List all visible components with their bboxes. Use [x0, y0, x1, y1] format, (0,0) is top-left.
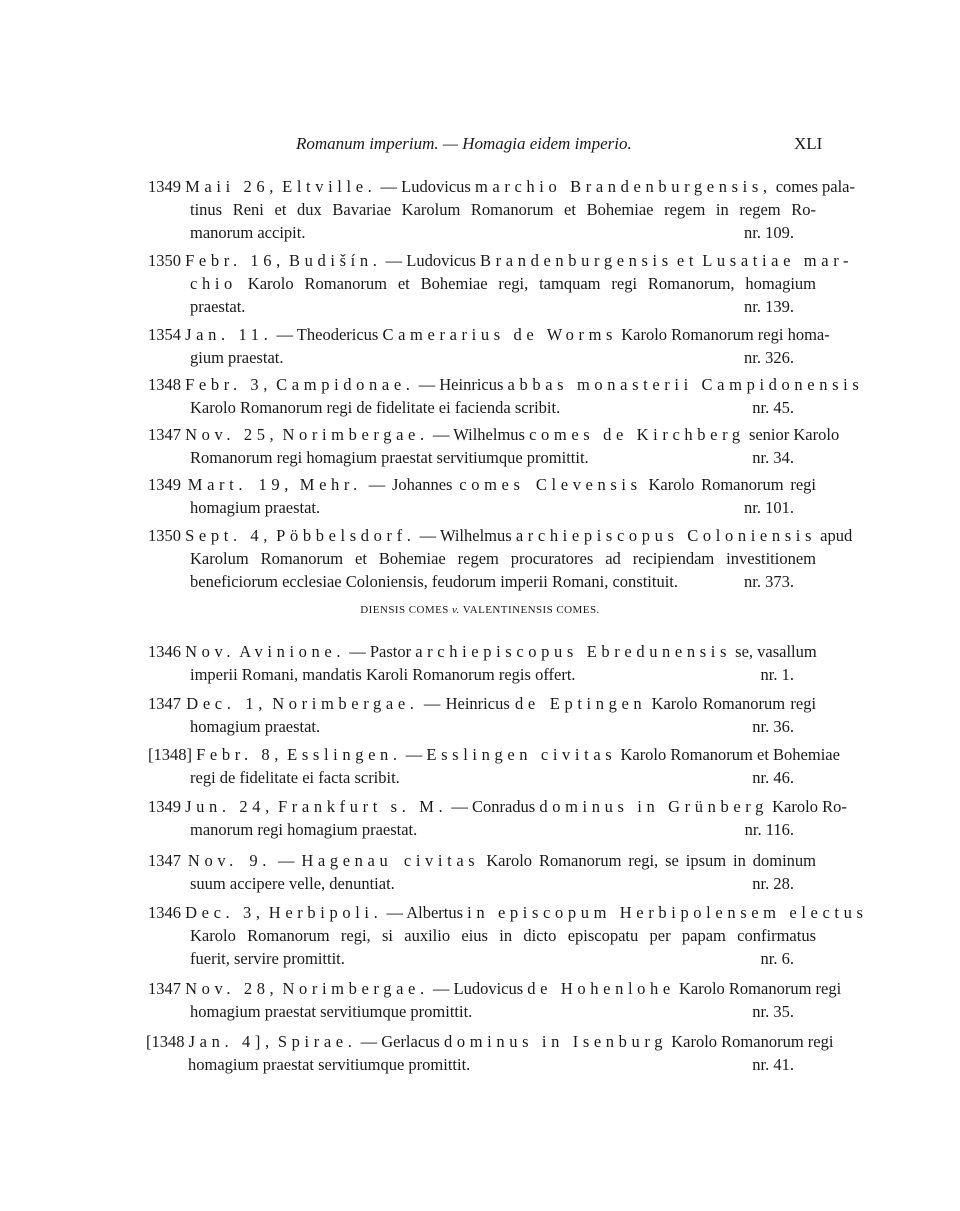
entry-number: nr. 116. — [744, 820, 794, 839]
entry-line — [148, 524, 853, 547]
entry-date: Dec. 1, — [186, 694, 267, 713]
entry-date: Febr. 16, — [185, 251, 285, 270]
regest-entry — [148, 692, 816, 738]
entry-date: Nov. — [185, 642, 236, 661]
entry-line — [190, 346, 816, 369]
entry-text: Karolo Romanorum regi, se ipsum in dominum — [486, 851, 817, 870]
entry-place: Norimbergae. — [282, 979, 429, 998]
entry-line — [148, 323, 830, 346]
entry-dash: — — [432, 425, 450, 444]
entry-year: 1347 — [148, 694, 181, 713]
entry-spaced-name: dominus in Isenburg — [443, 1032, 668, 1051]
entry-place: Norimbergae. — [272, 694, 419, 713]
entry-spaced-name: Camerarius de Worms — [382, 325, 618, 344]
entry-dash: — — [451, 797, 468, 816]
entry-date: Dec. 3, — [185, 903, 265, 922]
entry-line — [148, 849, 816, 872]
entry-spaced-name: archiepiscopus Coloniensis — [515, 526, 817, 545]
entry-text: Karolo Romanorum regi — [671, 1032, 834, 1051]
regest-entry — [148, 743, 840, 789]
entry-spaced-name: de Eptingen — [515, 694, 647, 713]
entry-person: Johannes — [391, 475, 453, 494]
entry-date: Nov. 9. — [187, 851, 272, 870]
entry-number: nr. 46. — [752, 768, 794, 787]
entry-line — [190, 221, 816, 244]
entry-text: homagium praestat. — [190, 717, 321, 736]
entry-place: Budišín. — [289, 251, 382, 270]
entry-spaced-name: archiepiscopus Ebredunensis — [415, 642, 732, 661]
entry-line — [190, 272, 816, 295]
entry-place: Norimbergae. — [282, 425, 429, 444]
entry-dash: — — [277, 851, 295, 870]
entry-line — [190, 570, 816, 593]
regest-entry — [148, 249, 854, 318]
entry-line — [190, 947, 816, 970]
entry-text: homagium praestat. — [190, 498, 321, 517]
regest-entry — [148, 373, 864, 419]
entry-person: Theodericus — [296, 325, 379, 344]
entry-line — [190, 496, 816, 519]
entry-line — [190, 766, 816, 789]
entry-person: Wilhelmus — [453, 425, 525, 444]
entry-year: [1348] — [148, 745, 192, 764]
entry-line — [190, 663, 816, 686]
entry-person: Pastor — [369, 642, 412, 661]
entry-text: Karolo Romanorum et Bohemiae — [620, 745, 840, 764]
regest-entry — [148, 175, 855, 244]
entry-dash: — — [418, 375, 436, 394]
section-heading-part: VALENTINENSIS COMES. — [462, 604, 600, 616]
regest-entry — [148, 977, 842, 1023]
entry-dash: — — [405, 745, 423, 764]
entry-spaced-name: abbas monasterii Campidonensis — [507, 375, 864, 394]
entry-line — [148, 473, 816, 496]
entry-date: Jan. 4], — [188, 1032, 274, 1051]
regest-entry — [148, 901, 868, 970]
entry-line — [188, 1053, 816, 1076]
entry-spaced-name: Lusatiae mar- — [702, 251, 854, 270]
entry-line — [148, 692, 816, 715]
entry-line — [148, 373, 864, 396]
entry-year: 1348 — [148, 375, 181, 394]
entry-number: nr. 101. — [744, 498, 794, 517]
entry-line — [148, 640, 816, 663]
entry-year: [1348 — [146, 1032, 185, 1051]
regest-entry — [148, 795, 847, 841]
entry-dash: — — [385, 251, 403, 270]
section-heading-part: DIENSIS COMES — [360, 604, 449, 616]
entry-spaced-name: Brandenburgensis — [480, 251, 673, 270]
entry-text: Karolo Romanorum regi — [651, 694, 817, 713]
section-heading — [0, 604, 960, 616]
entry-date: Febr. 8, — [196, 745, 284, 764]
entry-person: Wilhelmus — [439, 526, 512, 545]
entry-spaced-name: marchio Brandenburgensis, — [474, 177, 772, 196]
entry-place: Eltville. — [282, 177, 377, 196]
entry-spaced-name: de Hohenlohe — [527, 979, 675, 998]
entry-text: Karolo Ro- — [772, 797, 847, 816]
entry-place: Campidonae. — [276, 375, 415, 394]
entry-number: nr. 326. — [744, 348, 794, 367]
entry-line — [148, 175, 855, 198]
entry-number: nr. 34. — [752, 448, 794, 467]
entry-line: Karolo Romanorum regi, si auxilio eius in dicto episcopatu per papam confirmatus — [190, 926, 816, 945]
entry-person: Heinricus — [439, 375, 504, 394]
regest-entry — [148, 423, 840, 469]
entry-line — [190, 1000, 816, 1023]
entry-person: Conradus — [471, 797, 536, 816]
entry-text: regi de fidelitate ei facta scribit. — [190, 768, 400, 787]
running-title: Romanum imperium. — Homagia eidem imperio. — [296, 134, 632, 153]
entry-spaced-name: comes Clevensis — [459, 475, 642, 494]
page-number: XLI — [794, 134, 823, 153]
entry-text: suum accipere velle, denuntiat. — [190, 874, 395, 893]
entry-line — [146, 1030, 834, 1053]
entry-place: Pöbbelsdorf. — [276, 526, 416, 545]
entry-line — [190, 446, 816, 469]
entry-dash: — — [380, 177, 398, 196]
entry-number: nr. 1. — [760, 665, 794, 684]
entry-text: homagium praestat servitiumque promittit. — [190, 1002, 473, 1021]
regest-entry — [148, 640, 816, 686]
entry-person: Ludovicus — [406, 251, 476, 270]
entry-year: 1349 — [148, 177, 181, 196]
entry-line: tinus Reni et dux Bavariae Karolum Romanorum et Bohemiae regem in regem Ro- — [190, 200, 816, 219]
entry-date: Jan. 11. — [185, 325, 273, 344]
entry-place: Esslingen. — [287, 745, 402, 764]
entry-text: imperii Romani, mandatis Karoli Romanorum regis offert. — [190, 665, 576, 684]
entry-person: Gerlacus — [381, 1032, 440, 1051]
entry-year: 1350 — [148, 251, 181, 270]
entry-number: nr. 109. — [744, 223, 794, 242]
entry-number: nr. 36. — [752, 717, 794, 736]
entry-date: Nov. 28, — [185, 979, 279, 998]
entry-year: 1354 — [148, 325, 181, 344]
entry-line — [190, 872, 816, 895]
entry-line — [148, 743, 840, 766]
entry-text: manorum accipit. — [190, 223, 306, 242]
entry-date: Jun. 24, — [185, 797, 274, 816]
entry-dash: — — [276, 325, 293, 344]
entry-date: Sept. 4, — [185, 526, 273, 545]
entry-dash: — — [386, 903, 403, 922]
entry-year: 1347 — [148, 979, 181, 998]
entry-year: 1349 — [148, 475, 181, 494]
entry-year: 1349 — [148, 797, 181, 816]
entry-date: Maii 26, — [185, 177, 278, 196]
entry-spaced-name: Hagenau civitas — [301, 851, 480, 870]
entry-text: Karolo Romanorum et Bohemiae regi, tamquam regi Romanorum, homagium — [247, 274, 816, 293]
regest-entry — [148, 473, 816, 519]
entry-year: 1346 — [148, 642, 181, 661]
entry-spaced-name: chio — [190, 274, 237, 293]
entry-dash: — — [432, 979, 450, 998]
section-heading-versus: v. — [452, 604, 460, 616]
entry-dash: — — [368, 475, 386, 494]
entry-dash: — — [423, 694, 441, 713]
entry-text: Karolo Romanorum regi de fidelitate ei facienda scribit. — [190, 398, 561, 417]
entry-text: senior Karolo — [748, 425, 840, 444]
entry-date: Febr. 3, — [185, 375, 273, 394]
entry-dash: — — [360, 1032, 378, 1051]
entry-date: Nov. 25, — [185, 425, 279, 444]
entry-spaced-name: et — [676, 251, 699, 270]
entry-text: gium praestat. — [190, 348, 284, 367]
entry-line: Karolum Romanorum et Bohemiae regem procuratores ad recipiendam investitionem — [190, 549, 816, 568]
entry-person: Ludovicus — [401, 177, 471, 196]
entry-line — [148, 977, 842, 1000]
entry-text: manorum regi homagium praestat. — [190, 820, 418, 839]
entry-text: praestat. — [190, 297, 246, 316]
entry-spaced-name: in episcopum Herbipolensem electus — [467, 903, 868, 922]
entry-text: Karolo Romanorum regi — [678, 979, 842, 998]
regest-entry — [148, 524, 853, 593]
entry-person: Albertus — [406, 903, 464, 922]
entry-text: fuerit, servire promittit. — [190, 949, 345, 968]
entry-text: Romanorum regi homagium praestat servitiumque promittit. — [190, 448, 589, 467]
entry-text: beneficiorum ecclesiae Coloniensis, feudorum imperii Romani, constituit. — [190, 572, 679, 591]
entry-text: homagium praestat servitiumque promittit. — [188, 1055, 471, 1074]
running-head — [0, 134, 960, 160]
entry-year: 1347 — [148, 851, 181, 870]
entry-place: Mehr. — [299, 475, 362, 494]
entry-person: Heinricus — [445, 694, 510, 713]
entry-number: nr. 373. — [744, 572, 794, 591]
entry-line — [190, 715, 816, 738]
entry-person: Ludovicus — [453, 979, 524, 998]
entry-line — [190, 295, 816, 318]
entry-year: 1347 — [148, 425, 181, 444]
entry-spaced-name: dominus in Grünberg — [539, 797, 768, 816]
regest-entry — [148, 849, 816, 895]
entry-year: 1350 — [148, 526, 181, 545]
entry-text: apud — [820, 526, 853, 545]
entry-line — [148, 249, 854, 272]
entry-number: nr. 35. — [752, 1002, 794, 1021]
entry-text: Karolo Romanorum regi — [648, 475, 817, 494]
entry-dash: — — [349, 642, 366, 661]
entry-text: Karolo Romanorum regi homa- — [621, 325, 830, 344]
entry-year: 1346 — [148, 903, 181, 922]
entry-line — [190, 818, 816, 841]
entry-dash: — — [419, 526, 437, 545]
entry-line — [148, 423, 840, 446]
entry-place: Herbipoli. — [268, 903, 383, 922]
entry-line — [148, 901, 868, 924]
entry-place: Avinione. — [239, 642, 346, 661]
entry-text: comes pala- — [775, 177, 855, 196]
entry-number: nr. 45. — [752, 398, 794, 417]
entry-spaced-name: comes de Kirchberg — [529, 425, 745, 444]
regest-entry — [148, 323, 830, 369]
entry-place: Spirae. — [277, 1032, 357, 1051]
entry-place: Frankfurt s. M. — [278, 797, 448, 816]
entry-number: nr. 139. — [744, 297, 794, 316]
regest-entry — [146, 1030, 834, 1076]
entry-text: se, vasallum — [735, 642, 817, 661]
entry-number: nr. 6. — [760, 949, 794, 968]
entry-number: nr. 28. — [752, 874, 794, 893]
entry-line — [148, 795, 847, 818]
entry-date: Mart. 19, — [187, 475, 293, 494]
entry-spaced-name: Esslingen civitas — [426, 745, 617, 764]
entry-line — [190, 396, 816, 419]
entry-number: nr. 41. — [752, 1055, 794, 1074]
